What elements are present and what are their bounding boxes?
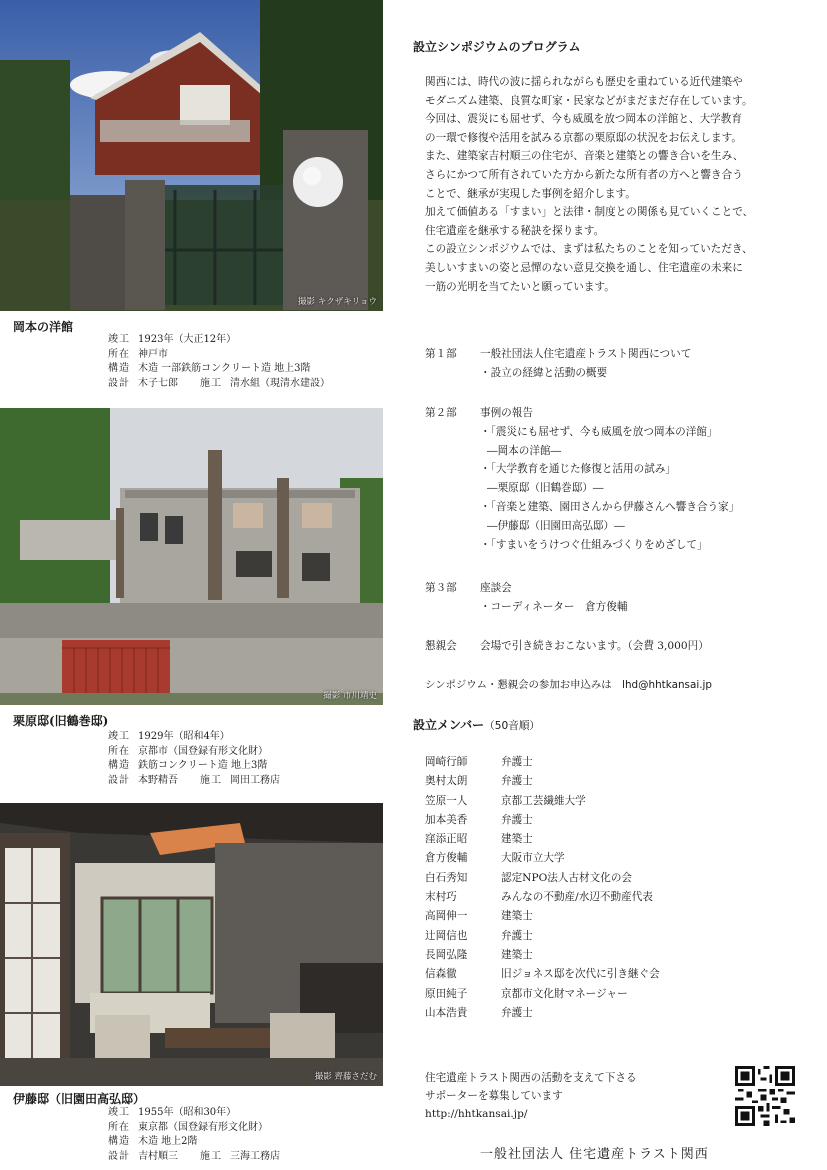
list-item: 奥村太朗 弁護士 bbox=[425, 775, 533, 788]
list-item: 長岡弘隆 建築士 bbox=[425, 948, 533, 961]
list-item: 笠原一人 京都工芸繊維大学 bbox=[425, 794, 586, 807]
list-item: 窪添正昭 建築士 bbox=[425, 833, 533, 846]
members-heading: 設立メンバー（50音順） bbox=[413, 718, 541, 732]
photo-okamoto-house bbox=[0, 0, 383, 311]
list-item: ・「すまいをうけつぐ仕組みづくりをめざして」 bbox=[480, 538, 708, 551]
list-item: ・「大学教育を通じた修復と活用の試み」 bbox=[480, 463, 676, 476]
members-list bbox=[425, 753, 660, 1023]
list-item: ・「音楽と建築、園田さんから伊藤さんへ響き合う家」 bbox=[480, 500, 740, 513]
photo-credit: 撮影 齊藤さだむ bbox=[314, 1072, 377, 1082]
qr-code-icon[interactable] bbox=[735, 1066, 795, 1126]
program-party: 懇親会 会場で引き続きおこないます。（会費 3,000円） bbox=[425, 640, 709, 652]
list-item: ・「震災にも屈せず、今も威風を放つ岡本の洋館」 bbox=[480, 425, 718, 438]
application-info: シンポジウム・懇親会の参加お申込みは lhd@hhtkansai.jp bbox=[425, 679, 712, 691]
photo-credit: 撮影 市川靖史 bbox=[323, 691, 377, 701]
list-item: 加本美香 弁護士 bbox=[425, 813, 533, 826]
photo-kurihara-house bbox=[0, 408, 383, 705]
program-intro: 関西には、時代の波に揺られながらも歴史を重ねている近代建築や モダニズム建築、良質な町家・民家などがまだまだ存在しています。 今回は、震災にも屈せず、今も威風を放つ岡本の洋館と、大学教育 の一環で修復や活用を試みる京都の栗原邸の状況をお伝えします。 また、建築家吉村順三の住宅が、音楽と建築との響き合いを生み、 さらにかつて所有されていた方から新たな所有者の方へと響き合う ことで、継承が実現した事例を紹介します。 加えて価値ある「すまい」と法律・制度との関係も見ていくことで、 住宅遺産を継承する秘訣を探ります。 この設立シンポジウムでは、まずは私たちのことを知っていただき、 美しいすまいの姿と忌憚のない意見交換を通し、住宅遺産の未来に 一筋の光明を当てたいと願っています。 bbox=[425, 76, 754, 293]
list-item: 辻岡信也 弁護士 bbox=[425, 929, 533, 942]
building-specs-ito: 竣工 1955年（昭和30年） 所在 東京都（国登録有形文化財） 構造 木造 地上2階 設計 吉村順三 施工 三海工務店 bbox=[108, 1107, 280, 1162]
list-item: 末村巧 みんなの不動産/水辺不動産代表 bbox=[425, 891, 653, 904]
program-part3: 第３部 座談会 ・コーディネーター 倉方俊輔 bbox=[425, 582, 628, 613]
program-part1: 第１部 一般社団法人住宅遺産トラスト関西について ・設立の経緯と活動の概要 bbox=[425, 348, 692, 379]
supporter-recruitment: 住宅遺産トラスト関西の活動を支えて下さる サポーターを募集しています http://hhtkansai.jp/ bbox=[425, 1069, 637, 1123]
building-name-kurihara: 栗原邸(旧鶴巻邸) bbox=[13, 714, 109, 728]
building-name-okamoto: 岡本の洋館 bbox=[13, 320, 74, 334]
building-specs-kurihara: 竣工 1929年（昭和4年） 所在 京都市（国登録有形文化財） 構造 鉄筋コンクリート造 地上3階 設計 本野精吾 施工 岡田工務店 bbox=[108, 731, 280, 786]
building-specs-okamoto: 竣工 1923年（大正12年） 所在 神戸市 構造 木造 一部鉄筋コンクリート造 地上3階 設計 木子七郎 施工 清水組（現清水建設） bbox=[108, 334, 330, 389]
list-item: 白石秀知 認定NPO法人古材文化の会 bbox=[425, 871, 633, 884]
website-link[interactable]: http://hhtkansai.jp/ bbox=[425, 1108, 528, 1120]
photo-ito-house bbox=[0, 803, 383, 1086]
building-name-ito: 伊藤邸（旧園田高弘邸） bbox=[13, 1092, 146, 1106]
list-item: 高岡伸一 建築士 bbox=[425, 910, 533, 923]
list-item: 倉方俊輔 大阪市立大学 bbox=[425, 852, 565, 865]
program-part2: 第２部 事例の報告 ・「震災にも屈せず、今も威風を放つ岡本の洋館」 ―岡本の洋館― ・「大学教育を通じた修復と活用の試み」 ―栗原邸（旧鶴巻邸）― ・「音楽と建築、園田さんから伊藤さんへ響き合う家」 ―伊藤邸（旧園田高弘邸）― ・「すまいをうけつぐ仕組みづくりをめざして」 bbox=[425, 404, 739, 554]
list-item: 岡崎行師 弁護士 bbox=[425, 756, 533, 768]
list-item: 山本浩貴 弁護士 bbox=[425, 1006, 533, 1019]
organization-name: 一般社団法人 住宅遺産トラスト関西 bbox=[480, 1147, 709, 1162]
program-heading: 設立シンポジウムのプログラム bbox=[413, 40, 581, 54]
list-item: 信森徹 旧ジョネス邸を次代に引き継ぐ会 bbox=[425, 968, 660, 981]
photo-credit: 撮影 キクザキリョウ bbox=[298, 297, 377, 307]
list-item: 原田純子 京都市文化財マネージャー bbox=[425, 987, 628, 1000]
